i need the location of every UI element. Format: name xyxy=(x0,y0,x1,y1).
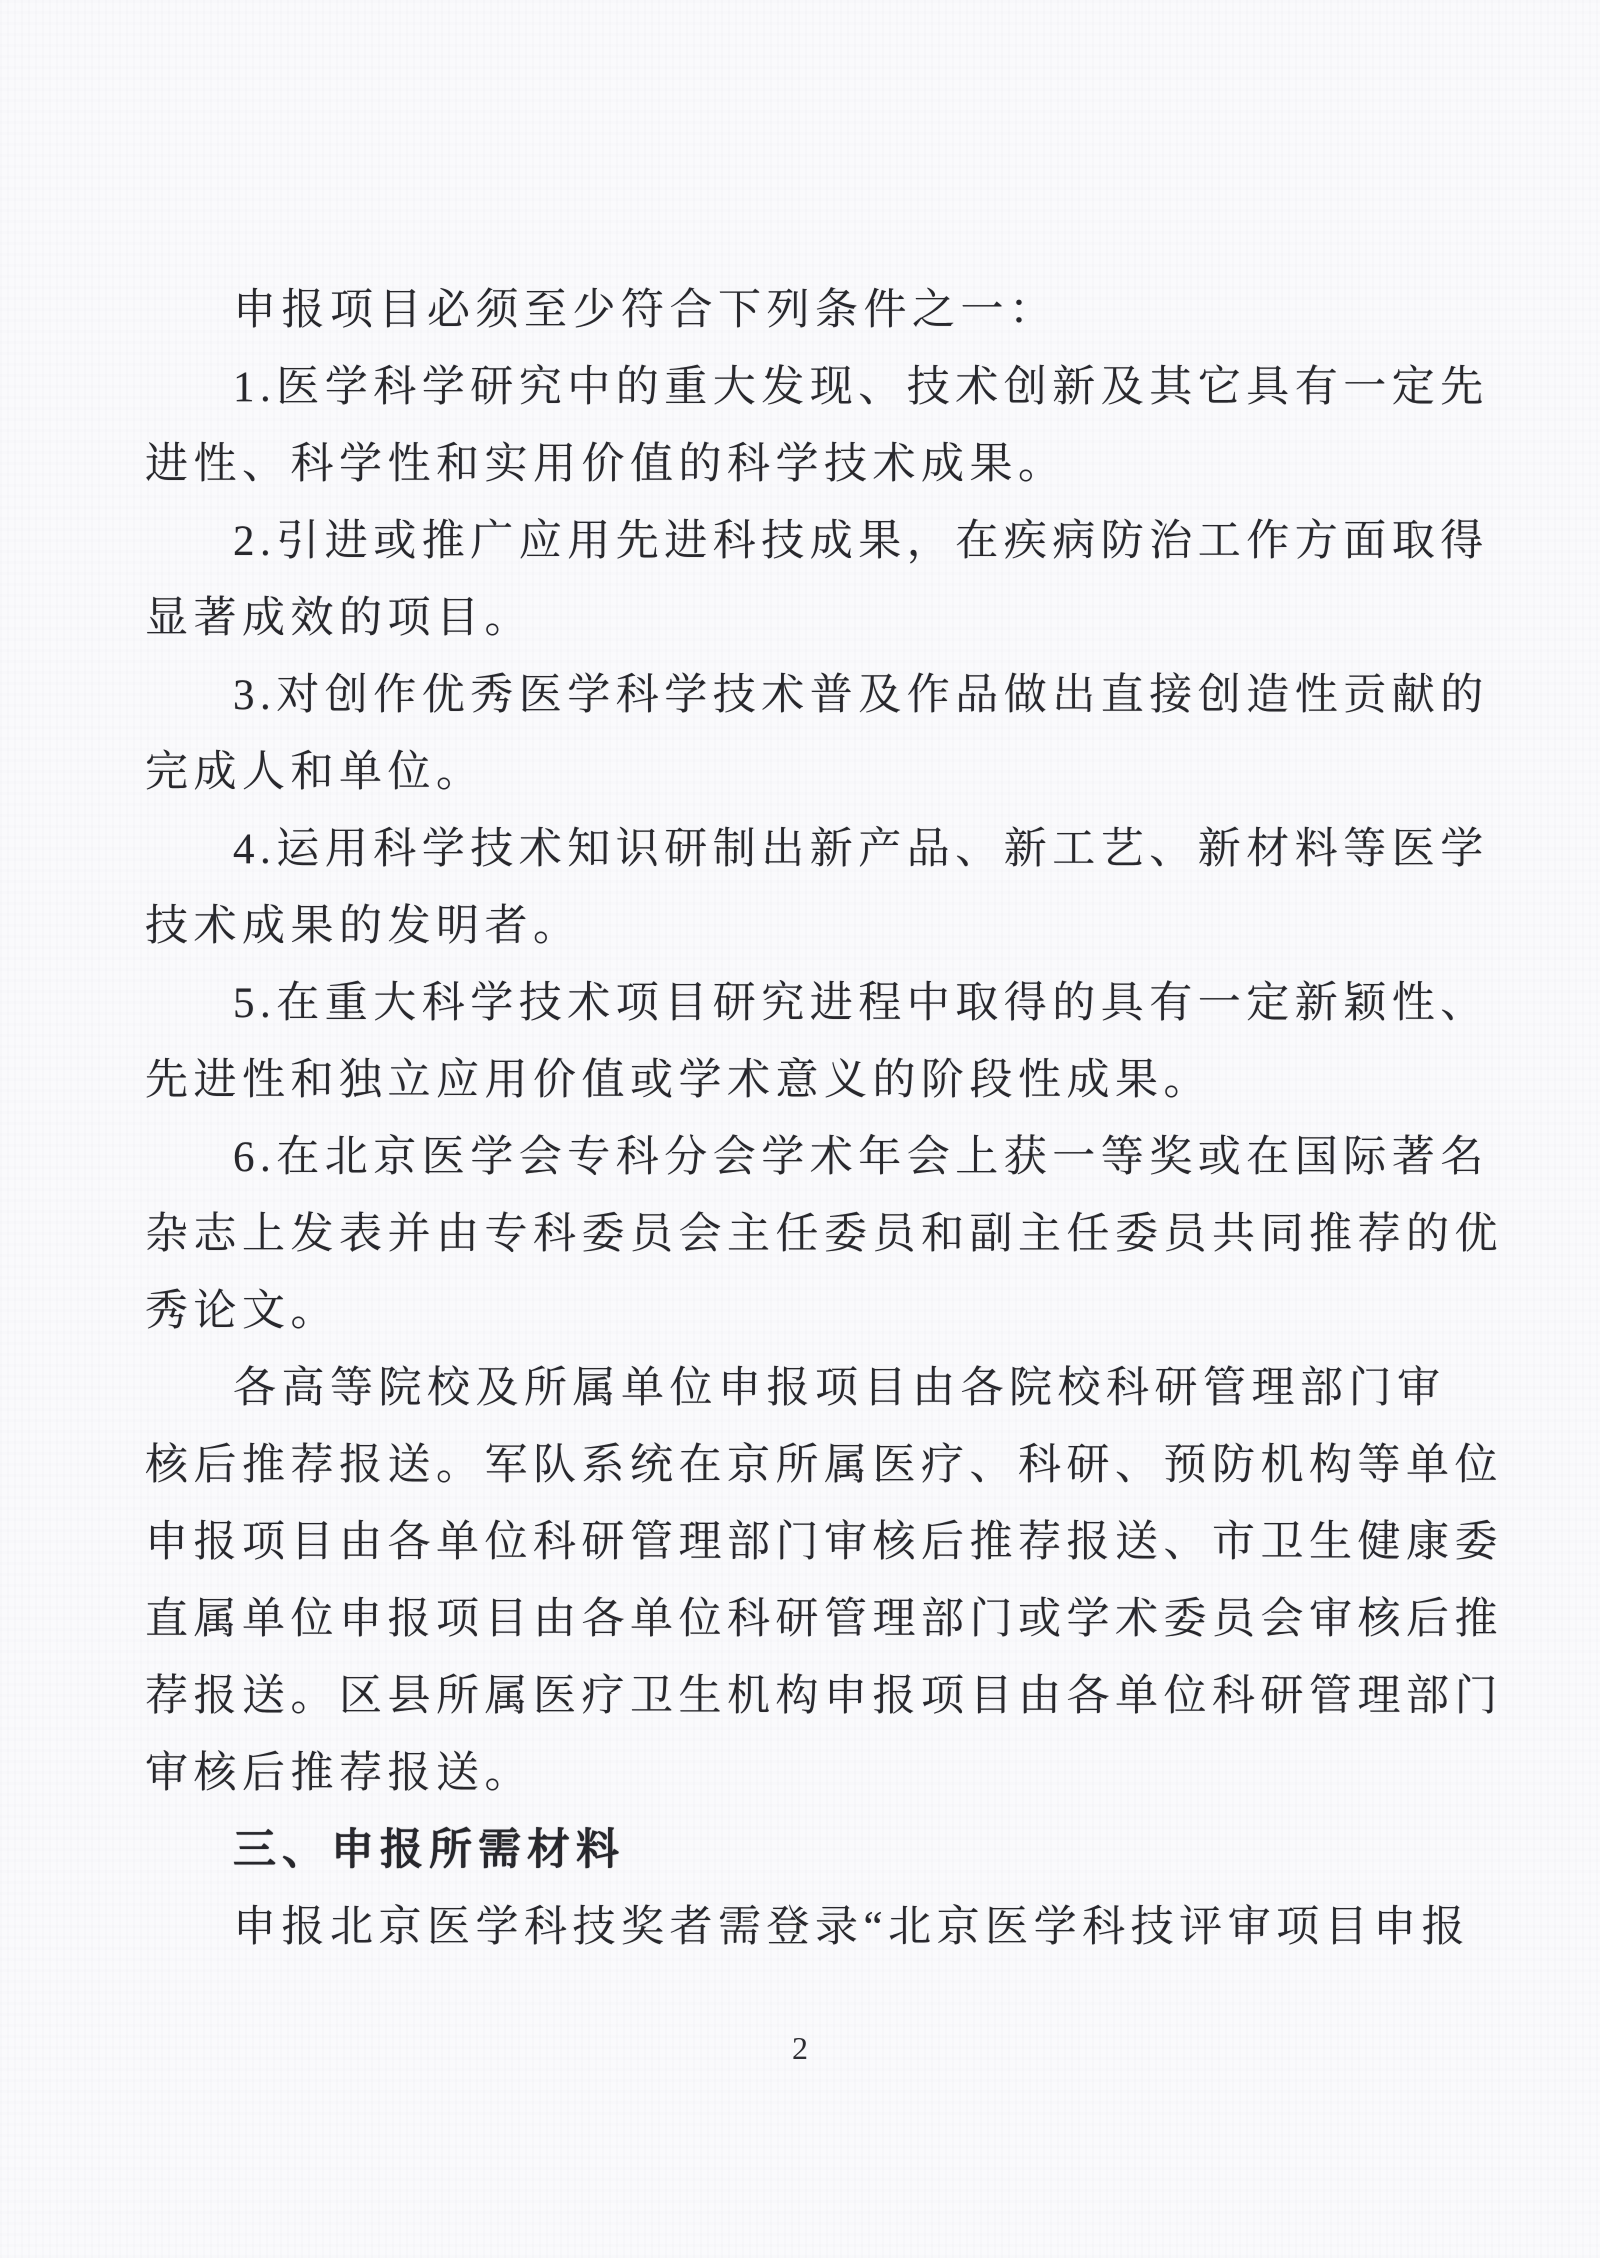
materials-para-line-1: 申报北京医学科技奖者需登录“北京医学科技评审项目申报 xyxy=(233,1904,1471,1951)
section-heading-materials: 三、申报所需材料 xyxy=(233,1826,625,1874)
item-1-line-1: 1.医学科学研究中的重大发现、技术创新及其它具有一定先 xyxy=(233,364,1489,411)
submission-para-line-5: 荐报送。区县所属医疗卫生机构申报项目由各单位科研管理部门 xyxy=(145,1673,1503,1720)
item-3-line-1: 3.对创作优秀医学科学技术普及作品做出直接创造性贡献的 xyxy=(233,672,1489,719)
submission-para-line-3: 申报项目由各单位科研管理部门审核后推荐报送、市卫生健康委 xyxy=(145,1519,1503,1566)
item-6-line-1: 6.在北京医学会专科分会学术年会上获一等奖或在国际著名 xyxy=(233,1134,1489,1181)
item-2-line-1: 2.引进或推广应用先进科技成果，在疾病防治工作方面取得 xyxy=(233,518,1489,565)
item-2-line-2: 显著成效的项目。 xyxy=(145,595,533,642)
submission-para-line-6: 审核后推荐报送。 xyxy=(145,1750,533,1797)
item-4-line-1: 4.运用科学技术知识研制出新产品、新工艺、新材料等医学 xyxy=(233,826,1489,873)
item-1-line-2: 进性、科学性和实用价值的科学技术成果。 xyxy=(145,441,1067,488)
item-5-line-2: 先进性和独立应用价值或学术意义的阶段性成果。 xyxy=(145,1057,1212,1104)
item-5-line-1: 5.在重大科学技术项目研究进程中取得的具有一定新颖性、 xyxy=(233,980,1489,1027)
submission-para-line-2: 核后推荐报送。军队系统在京所属医疗、科研、预防机构等单位 xyxy=(145,1442,1503,1489)
item-6-line-3: 秀论文。 xyxy=(145,1288,339,1335)
page-number: 2 xyxy=(792,2030,808,2066)
intro-line: 申报项目必须至少符合下列条件之一： xyxy=(233,287,1058,334)
item-4-line-2: 技术成果的发明者。 xyxy=(145,903,582,950)
document-body xyxy=(145,272,1503,1966)
item-6-line-2: 杂志上发表并由专科委员会主任委员和副主任委员共同推荐的优 xyxy=(145,1211,1503,1258)
item-3-line-2: 完成人和单位。 xyxy=(145,749,485,796)
submission-para-line-4: 直属单位申报项目由各单位科研管理部门或学术委员会审核后推 xyxy=(145,1596,1503,1643)
submission-para-line-1: 各高等院校及所属单位申报项目由各院校科研管理部门审 xyxy=(233,1365,1446,1412)
